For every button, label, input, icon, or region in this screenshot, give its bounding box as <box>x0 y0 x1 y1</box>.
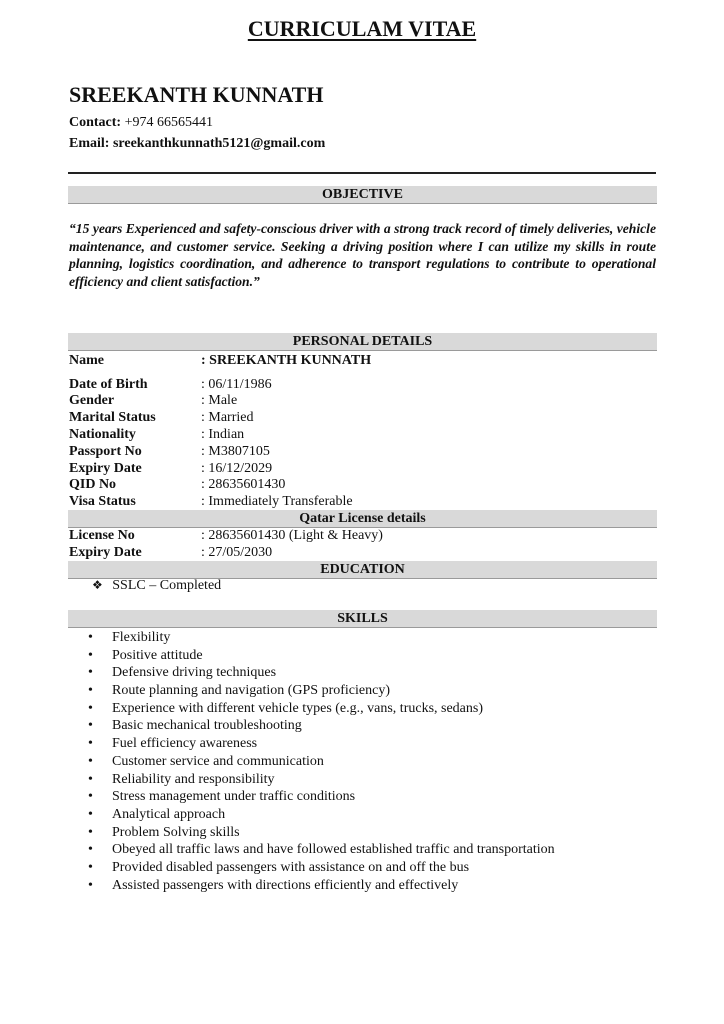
skill-item: • Fuel efficiency awareness <box>88 735 555 753</box>
skill-item: • Defensive driving techniques <box>88 664 555 682</box>
document-title <box>0 16 724 42</box>
detail-value: : SREEKANTH KUNNATH <box>201 353 372 368</box>
education-heading: EDUCATION <box>68 561 657 579</box>
detail-label: Gender <box>69 393 115 408</box>
detail-row-visa-status <box>69 493 657 510</box>
detail-label: Marital Status <box>69 410 156 425</box>
detail-value: : Male <box>201 393 238 408</box>
skill-item: • Analytical approach <box>88 806 555 824</box>
detail-label: Date of Birth <box>69 377 148 392</box>
license-value: : 28635601430 (Light & Heavy) <box>201 528 383 543</box>
email-address: sreekanthkunnath5121@gmail.com <box>112 136 326 151</box>
license-row-expiry <box>69 544 657 561</box>
detail-value: : 16/12/2029 <box>201 461 273 476</box>
header-divider <box>68 172 656 174</box>
education-item <box>92 578 221 594</box>
license-row-number <box>69 527 657 544</box>
email-label: Email: <box>69 136 110 151</box>
document-title-text: CURRICULAM VITAE <box>247 16 477 41</box>
detail-value: : M3807105 <box>201 444 270 459</box>
detail-row-nationality <box>69 426 657 443</box>
candidate-name: SREEKANTH KUNNATH <box>69 82 324 107</box>
skill-item: • Problem Solving skills <box>88 824 555 842</box>
diamond-bullet-icon: ❖ <box>92 578 103 592</box>
detail-value: : Married <box>201 410 254 425</box>
detail-label: Name <box>69 353 104 368</box>
detail-value: : Immediately Transferable <box>201 494 353 509</box>
skill-item: • Customer service and communication <box>88 753 555 771</box>
detail-row-gender <box>69 392 657 409</box>
skill-item: • Reliability and responsibility <box>88 771 555 789</box>
skills-list <box>88 629 555 894</box>
detail-label: Nationality <box>69 427 136 442</box>
detail-row-qid <box>69 476 657 493</box>
contact-phone: +974 66565441 <box>124 115 214 130</box>
detail-value: : 28635601430 <box>201 477 286 492</box>
skill-item: • Basic mechanical troubleshooting <box>88 717 555 735</box>
detail-label: Visa Status <box>69 494 136 509</box>
detail-row-passport <box>69 443 657 460</box>
detail-label: Expiry Date <box>69 461 142 476</box>
email-line <box>69 136 325 152</box>
detail-label: Passport No <box>69 444 142 459</box>
skill-item: • Assisted passengers with directions efficiently and effectively <box>88 877 555 895</box>
skills-heading: SKILLS <box>68 610 657 628</box>
skill-item: • Flexibility <box>88 629 555 647</box>
personal-details-heading: PERSONAL DETAILS <box>68 333 657 351</box>
skill-item: • Stress management under traffic conditions <box>88 788 555 806</box>
detail-value: : 06/11/1986 <box>201 377 272 392</box>
license-label: Expiry Date <box>69 545 142 560</box>
license-heading: Qatar License details <box>68 510 657 528</box>
detail-value: : Indian <box>201 427 245 442</box>
contact-label: Contact: <box>69 115 122 130</box>
skill-item: • Experience with different vehicle types (e.g., vans, trucks, sedans) <box>88 700 555 718</box>
detail-row-dob <box>69 376 657 393</box>
skill-item: • Provided disabled passengers with assistance on and off the bus <box>88 859 555 877</box>
education-item-text: SSLC – Completed <box>112 578 222 593</box>
detail-row-passport-expiry <box>69 460 657 477</box>
license-value: : 27/05/2030 <box>201 545 273 560</box>
detail-row-name <box>69 352 657 369</box>
skill-item: • Positive attitude <box>88 647 555 665</box>
license-label: License No <box>69 528 135 543</box>
contact-line <box>69 115 213 131</box>
skill-item: • Route planning and navigation (GPS proficiency) <box>88 682 555 700</box>
objective-heading: OBJECTIVE <box>68 186 657 204</box>
skill-item: • Obeyed all traffic laws and have followed established traffic and transportation <box>88 841 555 859</box>
objective-text: “15 years Experienced and safety-conscious driver with a strong track record of timely deliveries, vehicle maintenance, and customer service. Seeking a driving position where I can utilize my skills in route planning, logistics coordination, and adherence to transport regulations to contribute to operational efficiency and client satisfaction.” <box>69 221 656 289</box>
detail-label: QID No <box>69 477 117 492</box>
detail-row-marital-status <box>69 409 657 426</box>
